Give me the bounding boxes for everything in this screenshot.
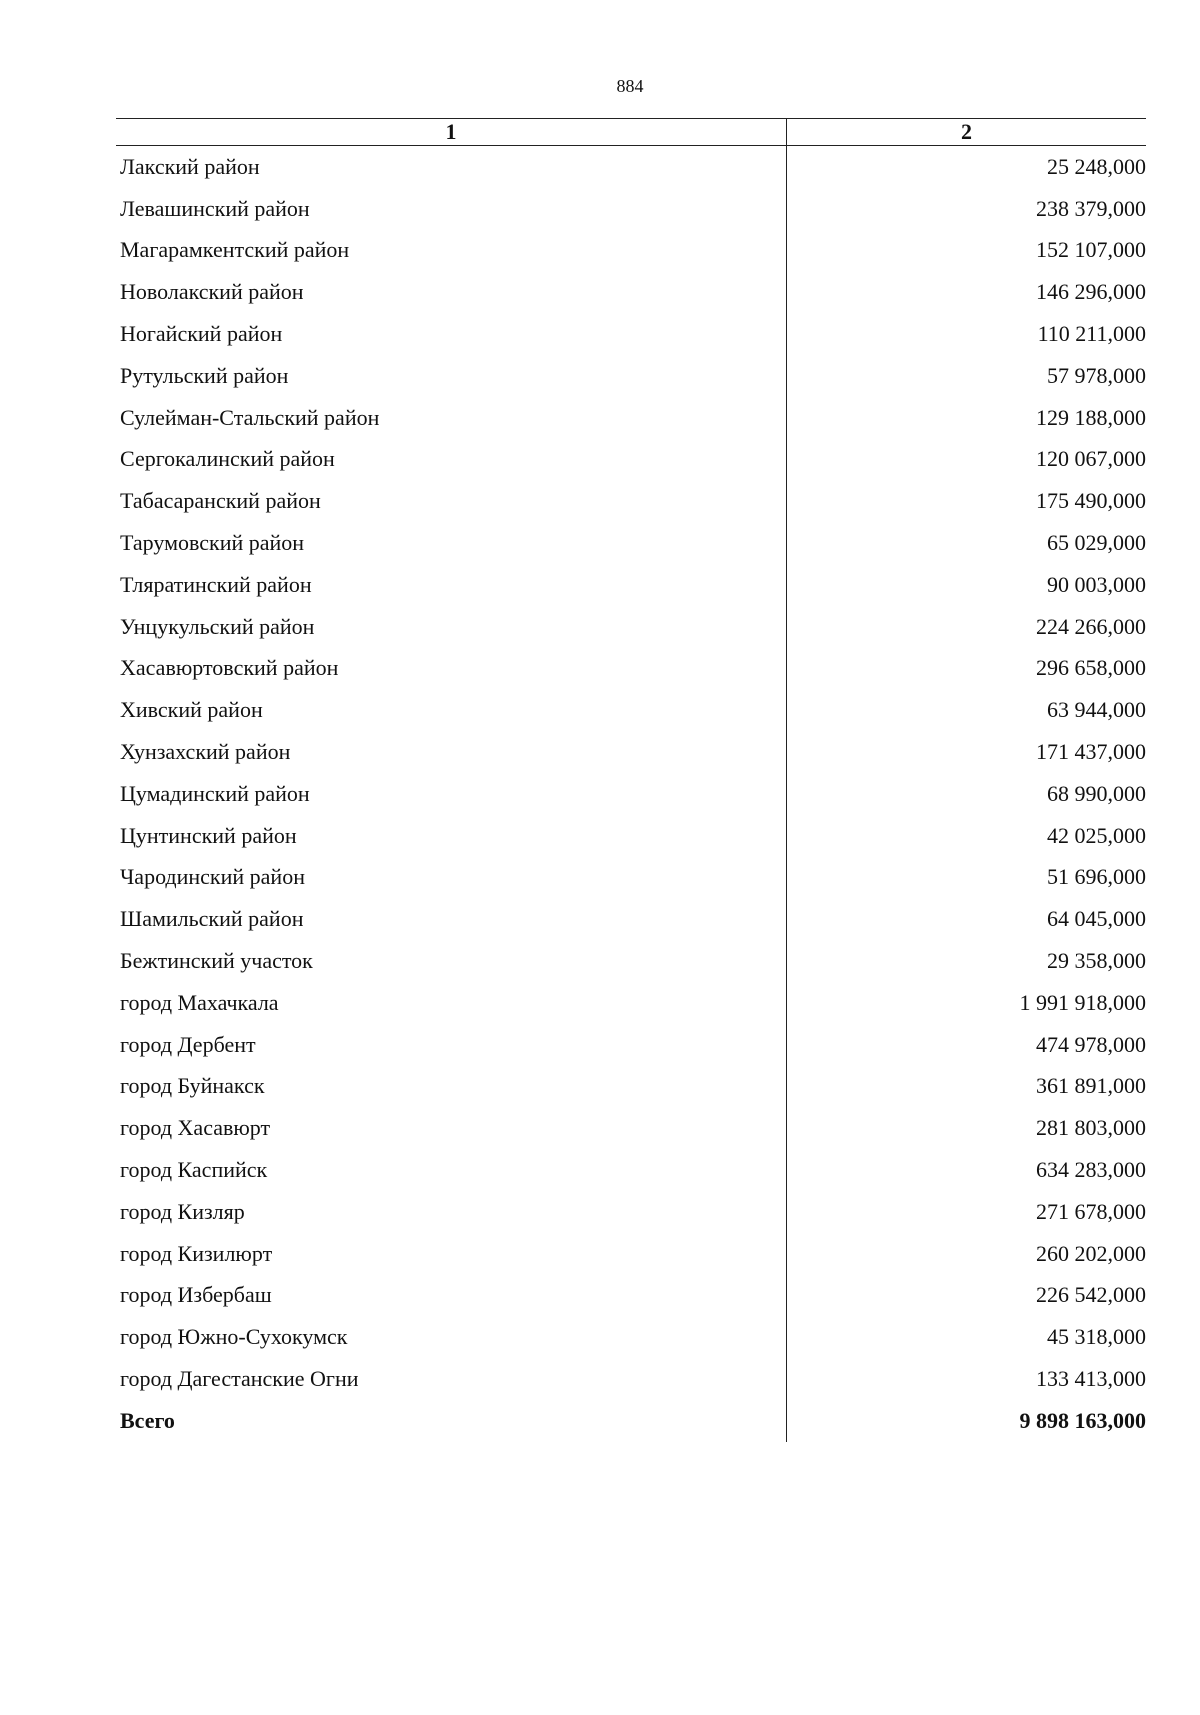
amount-value: 64 045,000	[1047, 906, 1146, 932]
table-row	[116, 1275, 1146, 1317]
amount-value: 1 991 918,000	[1019, 989, 1146, 1015]
municipality-name: Хунзахский район	[120, 739, 291, 765]
amount-value: 296 658,000	[1036, 655, 1146, 681]
table-row	[116, 355, 1146, 397]
table-row	[116, 1191, 1146, 1233]
table-row	[116, 773, 1146, 815]
municipality-name: город Дагестанские Огни	[120, 1366, 359, 1391]
total-row	[116, 1400, 1146, 1442]
amount-value: 634 283,000	[1036, 1157, 1146, 1183]
municipality-name: город Кизилюрт	[120, 1240, 273, 1266]
table-row	[116, 480, 1146, 522]
table-row	[116, 313, 1146, 355]
table-row	[116, 815, 1146, 857]
table-row	[116, 606, 1146, 648]
municipality-name: город Махачкала	[120, 989, 279, 1015]
municipality-name: город Кизляр	[120, 1198, 245, 1224]
amount-value: 146 296,000	[1036, 279, 1146, 305]
amount-value: 120 067,000	[1036, 446, 1146, 472]
amount-value: 90 003,000	[1047, 571, 1146, 597]
table-row	[116, 940, 1146, 982]
municipality-name: Новолакский район	[120, 279, 304, 305]
municipality-name: город Каспийск	[120, 1157, 268, 1183]
table-row	[116, 1316, 1146, 1358]
budget-table	[116, 118, 1146, 1442]
amount-value: 281 803,000	[1036, 1115, 1146, 1141]
municipality-name: Бежтинский участок	[120, 948, 313, 974]
amount-value: 63 944,000	[1047, 697, 1146, 723]
municipality-name: Цунтинский район	[120, 822, 297, 848]
table-row	[116, 397, 1146, 439]
municipality-name: Лакский район	[120, 153, 260, 179]
table-row	[116, 271, 1146, 313]
table-row	[116, 1107, 1146, 1149]
table-row	[116, 689, 1146, 731]
page-number: 884	[616, 76, 644, 96]
table-row	[116, 1233, 1146, 1275]
municipality-name: Чародинский район	[120, 864, 305, 890]
table-body	[116, 146, 1146, 1442]
municipality-name: Хасавюртовский район	[120, 655, 339, 681]
amount-value: 474 978,000	[1036, 1031, 1146, 1057]
amount-value: 51 696,000	[1047, 864, 1146, 890]
amount-value: 361 891,000	[1036, 1073, 1146, 1099]
amount-value: 65 029,000	[1047, 530, 1146, 556]
amount-value: 29 358,000	[1047, 948, 1146, 974]
municipality-name: город Избербаш	[120, 1282, 272, 1308]
table-row	[116, 898, 1146, 940]
amount-value: 152 107,000	[1036, 237, 1146, 263]
amount-value: 238 379,000	[1036, 195, 1146, 221]
municipality-name: город Южно-Сухокумск	[120, 1324, 348, 1350]
amount-value: 68 990,000	[1047, 780, 1146, 806]
municipality-name: город Буйнакск	[120, 1073, 265, 1099]
municipality-name: Тарумовский район	[120, 530, 305, 556]
table-row	[116, 188, 1146, 230]
municipality-name: Сергокалинский район	[120, 446, 335, 472]
municipality-name: город Хасавюрт	[120, 1115, 271, 1141]
municipality-name: Унцукульский район	[120, 613, 315, 639]
amount-value: 129 188,000	[1036, 404, 1146, 430]
total-label: Всего	[120, 1407, 175, 1433]
column-header-1: 1	[445, 119, 457, 144]
table-row	[116, 230, 1146, 272]
table-row	[116, 1149, 1146, 1191]
municipality-name: Хивский район	[120, 697, 263, 723]
table-row	[116, 1358, 1146, 1400]
amount-value: 133 413,000	[1036, 1366, 1146, 1391]
table-row	[116, 731, 1146, 773]
municipality-name: город Дербент	[120, 1031, 256, 1057]
municipality-name: Магарамкентский район	[120, 237, 350, 263]
municipality-name: Рутульский район	[120, 362, 289, 388]
table-row	[116, 439, 1146, 481]
amount-value: 271 678,000	[1036, 1198, 1146, 1224]
municipality-name: Левашинский район	[120, 195, 310, 221]
municipality-name: Тляратинский район	[120, 571, 312, 597]
amount-value: 57 978,000	[1047, 362, 1146, 388]
table-row	[116, 1024, 1146, 1066]
municipality-name: Цумадинский район	[120, 780, 310, 806]
table-row	[116, 522, 1146, 564]
table-row	[116, 857, 1146, 899]
amount-value: 42 025,000	[1047, 822, 1146, 848]
table-header	[116, 118, 1146, 146]
municipality-name: Табасаранский район	[120, 488, 321, 514]
table-row	[116, 564, 1146, 606]
municipality-name: Сулейман-Стальский район	[120, 404, 380, 430]
column-header-2: 2	[786, 119, 1146, 145]
amount-value: 25 248,000	[1047, 153, 1146, 179]
amount-value: 226 542,000	[1036, 1282, 1146, 1308]
amount-value: 171 437,000	[1036, 739, 1146, 765]
amount-value: 175 490,000	[1036, 488, 1146, 514]
total-value: 9 898 163,000	[1019, 1407, 1146, 1433]
amount-value: 45 318,000	[1047, 1324, 1146, 1350]
municipality-name: Ногайский район	[120, 321, 283, 347]
table-row	[116, 982, 1146, 1024]
table-row	[116, 146, 1146, 188]
amount-value: 260 202,000	[1036, 1240, 1146, 1266]
amount-value: 110 211,000	[1037, 321, 1146, 347]
table-row	[116, 648, 1146, 690]
municipality-name: Шамильский район	[120, 906, 304, 932]
amount-value: 224 266,000	[1036, 613, 1146, 639]
table-row	[116, 1066, 1146, 1108]
